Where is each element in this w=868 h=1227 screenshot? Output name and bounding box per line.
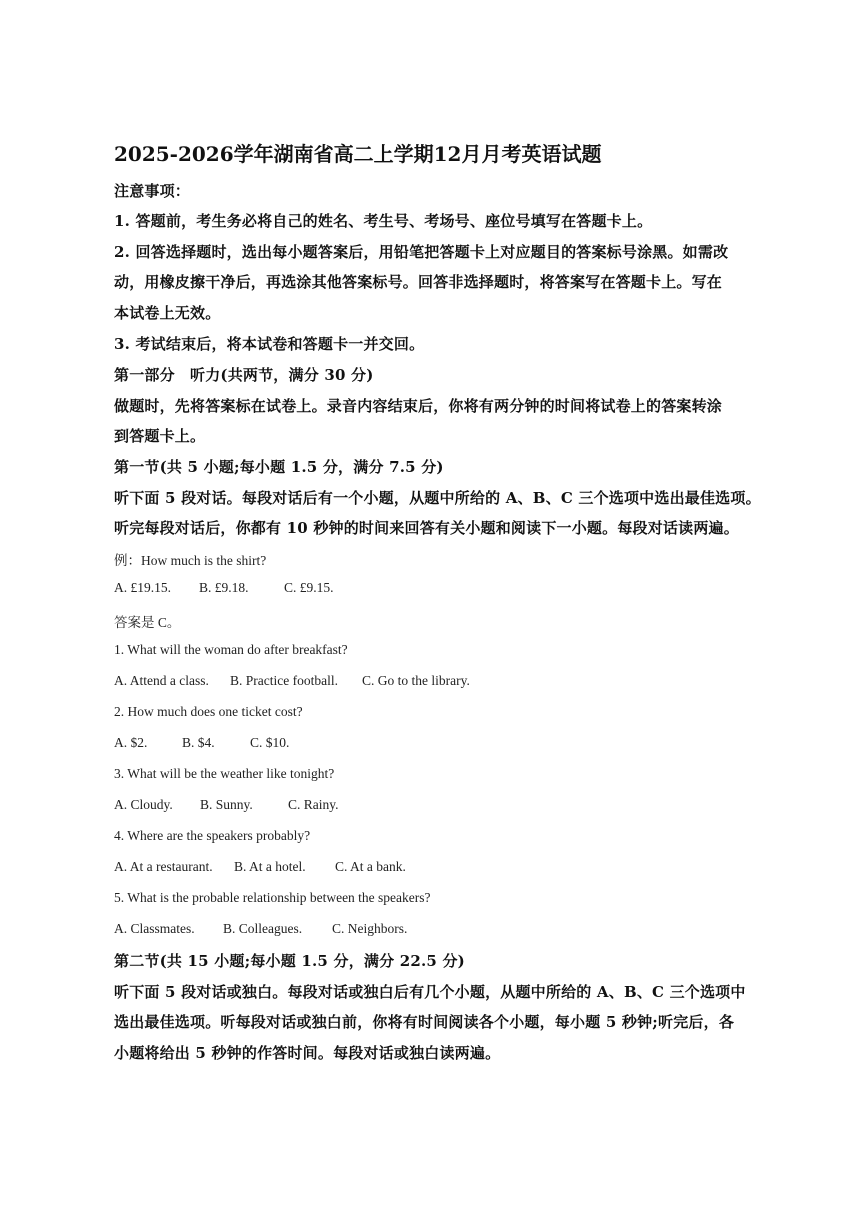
option: B. Colleagues. <box>223 921 303 936</box>
option: A. $2. <box>114 735 148 750</box>
option: B. £9.18. <box>199 580 249 595</box>
option: A. Cloudy. <box>114 797 173 812</box>
section1-line: 听完每段对话后，你都有 10 秒钟的时间来回答有关小题和阅读下一小题。每段对话读两遍。 <box>114 519 739 537</box>
notice-line: 2. 回答选择题时，选出每小题答案后，用铅笔把答题卡上对应题目的答案标号涂黑。如需改 <box>114 243 729 261</box>
notice-line: 本试卷上无效。 <box>114 304 221 322</box>
option: C. $10. <box>250 735 290 750</box>
option: A. £19.15. <box>114 580 171 595</box>
part1-line: 做题时，先将答案标在试卷上。录音内容结束后，你将有两分钟的时间将试卷上的答案转涂 <box>114 397 723 415</box>
question-options <box>114 735 289 751</box>
question-options <box>114 921 407 937</box>
option: C. Neighbors. <box>332 921 408 936</box>
option: B. Practice football. <box>230 673 338 688</box>
question-options <box>114 859 406 875</box>
question: 1. What will the woman do after breakfast? <box>114 642 348 657</box>
option: A. Attend a class. <box>114 673 209 688</box>
part1-line: 到答题卡上。 <box>114 427 206 445</box>
section2-line: 听下面 5 段对话或独白。每段对话或独白后有几个小题，从题中所给的 A、B、C 三个选项中 <box>114 983 746 1001</box>
notice-heading: 注意事项： <box>114 182 191 200</box>
section1-line: 听下面 5 段对话。每段对话后有一个小题，从题中所给的 A、B、C 三个选项中选出最佳选项。 <box>114 489 761 507</box>
option: B. At a hotel. <box>234 859 306 874</box>
question: 3. What will be the weather like tonight? <box>114 766 335 781</box>
example-options <box>114 580 334 596</box>
section1-heading: 第一节(共 5 小题;每小题 1.5 分，满分 7.5 分) <box>114 458 444 476</box>
example-question: 例：How much is the shirt? <box>114 553 267 568</box>
option: A. Classmates. <box>114 921 195 936</box>
notice-line: 1. 答题前，考生务必将自己的姓名、考生号、考场号、座位号填写在答题卡上。 <box>114 212 653 230</box>
question: 4. Where are the speakers probably? <box>114 828 311 843</box>
option: B. Sunny. <box>200 797 253 812</box>
notice-line: 动，用橡皮擦干净后，再选涂其他答案标号。回答非选择题时，将答案写在答题卡上。写在 <box>114 273 723 291</box>
section2-heading: 第二节(共 15 小题;每小题 1.5 分，满分 22.5 分) <box>114 952 465 970</box>
question-options <box>114 673 470 689</box>
example-answer: 答案是 C。 <box>114 615 181 630</box>
notice-line: 3. 考试结束后，将本试卷和答题卡一并交回。 <box>114 335 425 353</box>
option: C. Go to the library. <box>362 673 470 688</box>
question-options <box>114 797 339 813</box>
section2-line: 小题将给出 5 秒钟的作答时间。每段对话或独白读两遍。 <box>114 1044 501 1062</box>
document-title: 2025-2026学年湖南省高二上学期12月月考英语试题 <box>114 142 602 166</box>
part1-heading: 第一部分 听力(共两节，满分 30 分) <box>114 366 374 384</box>
question: 5. What is the probable relationship between the speakers? <box>114 890 431 905</box>
option: C. Rainy. <box>288 797 339 812</box>
option: C. £9.15. <box>284 580 334 595</box>
option: B. $4. <box>182 735 215 750</box>
option: A. At a restaurant. <box>114 859 213 874</box>
section2-line: 选出最佳选项。听每段对话或独白前，你将有时间阅读各个小题，每小题 5 秒钟;听完后，各 <box>114 1013 735 1031</box>
option: C. At a bank. <box>335 859 406 874</box>
question: 2. How much does one ticket cost? <box>114 704 303 719</box>
